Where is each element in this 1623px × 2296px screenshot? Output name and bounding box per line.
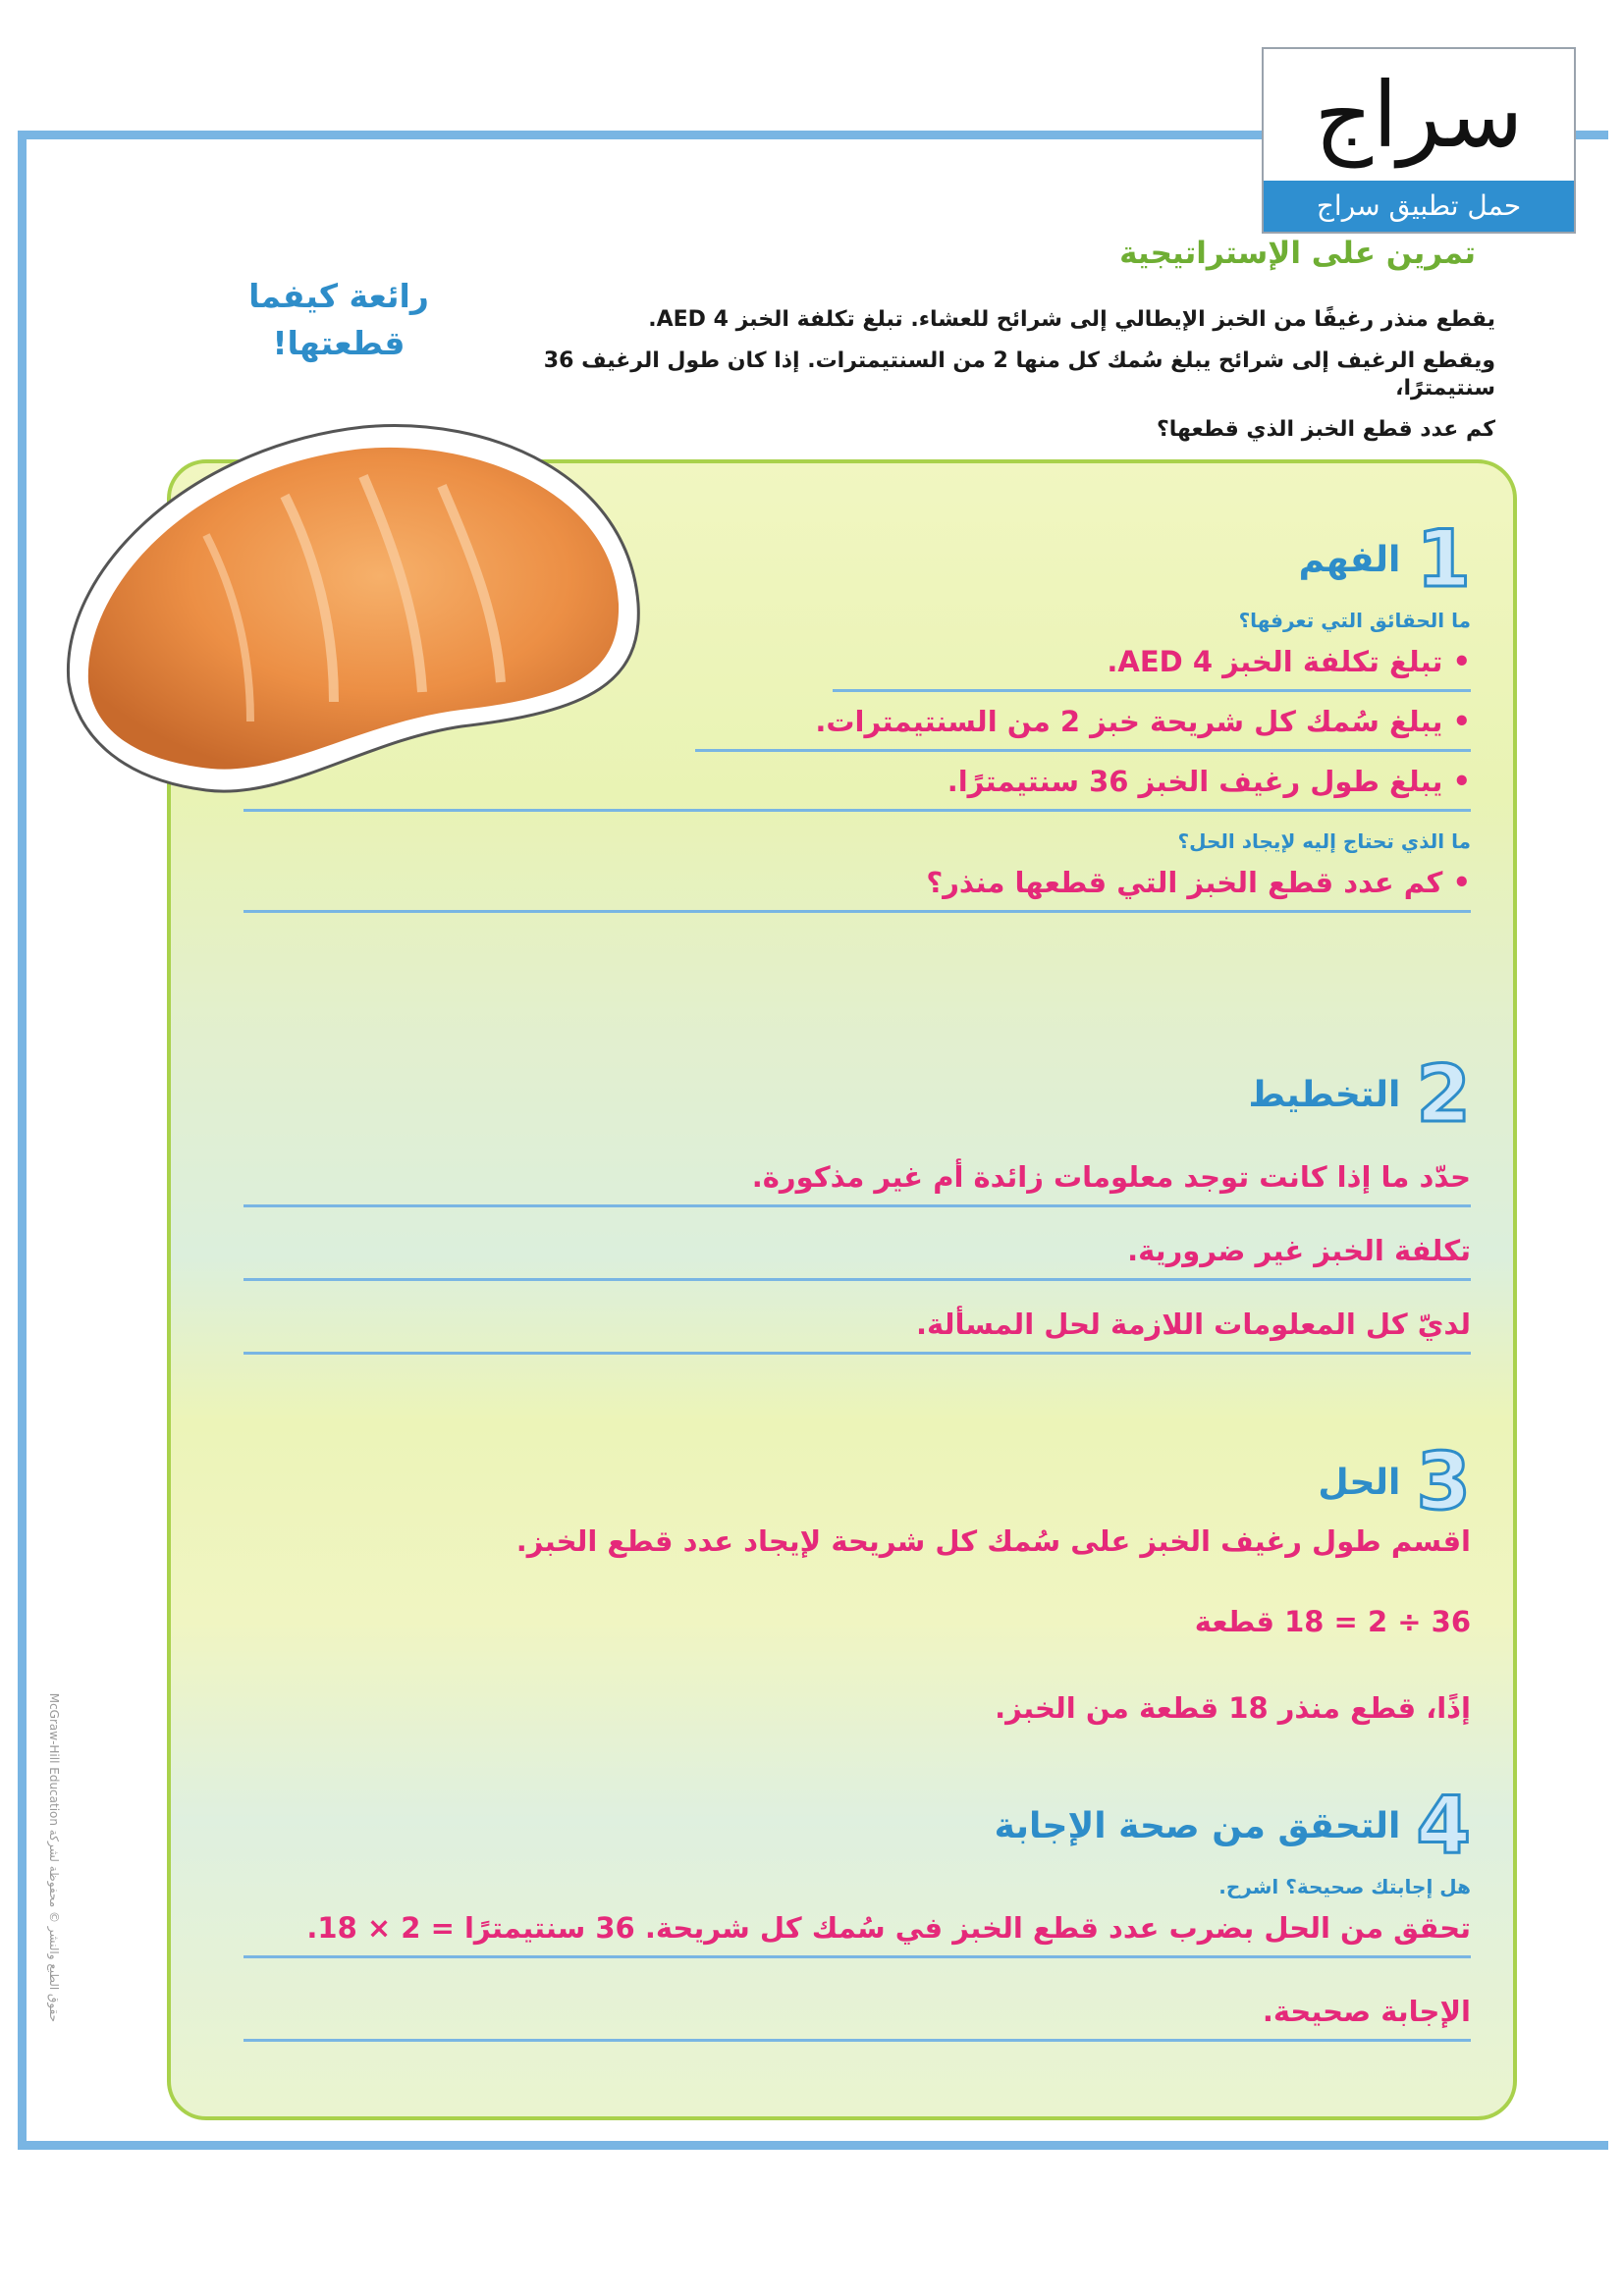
section-3-title: الحل xyxy=(1318,1462,1401,1503)
step-number-3: 3 xyxy=(1416,1436,1471,1527)
fact-3: • يبلغ طول رغيف الخبز 36 سنتيمترًا. xyxy=(243,752,1471,812)
solve-line-1: اقسم طول رغيف الخبز على سُمك كل شريحة لإيجاد عدد قطع الخبز. xyxy=(515,1524,1471,1558)
section-understand xyxy=(243,513,1471,913)
plan-line-1: حدّد ما إذا كانت توجد معلومات زائدة أم غير مذكورة. xyxy=(243,1148,1471,1207)
logo-word: سراج xyxy=(1314,63,1524,168)
page-title: تمرين على الإستراتيجية xyxy=(1119,236,1476,271)
solve-conclusion: إذًا، قطع منذر 18 قطعة من الخبز. xyxy=(995,1691,1471,1725)
fact-1: • تبلغ تكلفة الخبز AED 4. xyxy=(833,632,1471,692)
section-4-title: التحقق من صحة الإجابة xyxy=(994,1805,1401,1846)
section-plan xyxy=(243,1048,1471,1355)
need-answer: • كم عدد قطع الخبز التي قطعها منذر؟ xyxy=(243,853,1471,913)
speech-bubble xyxy=(226,273,452,367)
intro-line-1: يقطع منذر رغيفًا من الخبز الإيطالي إلى شرائح للعشاء. تبلغ تكلفة الخبز AED 4. xyxy=(648,307,1495,332)
logo-tagline: حمل تطبيق سراج xyxy=(1264,181,1574,232)
section-solve xyxy=(243,1436,1471,1735)
section-2-title: التخطيط xyxy=(1248,1074,1401,1115)
check-line-2: الإجابة صحيحة. xyxy=(243,1982,1471,2042)
step-number-2: 2 xyxy=(1416,1048,1471,1140)
section-1-title: الفهم xyxy=(1298,539,1401,580)
plan-line-2: تكلفة الخبز غير ضرورية. xyxy=(243,1221,1471,1281)
facts-question: ما الحقائق التي تعرفها؟ xyxy=(1238,609,1471,632)
step-number-1: 1 xyxy=(1416,513,1471,605)
bubble-line-2: قطعتها! xyxy=(272,324,406,362)
solve-equation: 36 ÷ 2 = 18 قطعة xyxy=(1194,1605,1471,1638)
plan-line-3: لديّ كل المعلومات اللازمة لحل المسألة. xyxy=(243,1295,1471,1355)
bubble-line-1: رائعة كيفما xyxy=(248,277,429,315)
intro-line-2: ويقطع الرغيف إلى شرائح يبلغ سُمك كل منها 2 من السنتيمترات. إذا كان طول الرغيف 36 سنتيمترًا، xyxy=(543,348,1495,400)
check-question: هل إجابتك صحيحة؟ اشرح. xyxy=(1218,1875,1471,1898)
frame-left xyxy=(18,131,27,2150)
siraj-logo[interactable] xyxy=(1262,47,1576,234)
check-line-1: تحقق من الحل بضرب عدد قطع الخبز في سُمك كل شريحة. 36 سنتيمترًا = 2 × 18. xyxy=(243,1898,1471,1958)
step-number-4: 4 xyxy=(1416,1780,1471,1871)
fact-2: • يبلغ سُمك كل شريحة خبز 2 من السنتيمترات. xyxy=(695,692,1471,752)
section-check xyxy=(243,1780,1471,2042)
copyright-note: حقوق الطبع والنشر © محفوظة لشركة McGraw-Hill Education xyxy=(47,1692,61,2022)
intro-line-3: كم عدد قطع الخبز الذي قطعها؟ xyxy=(1156,417,1495,442)
frame-bottom xyxy=(18,2141,1608,2150)
need-question: ما الذي تحتاج إليه لإيجاد الحل؟ xyxy=(1177,829,1471,853)
